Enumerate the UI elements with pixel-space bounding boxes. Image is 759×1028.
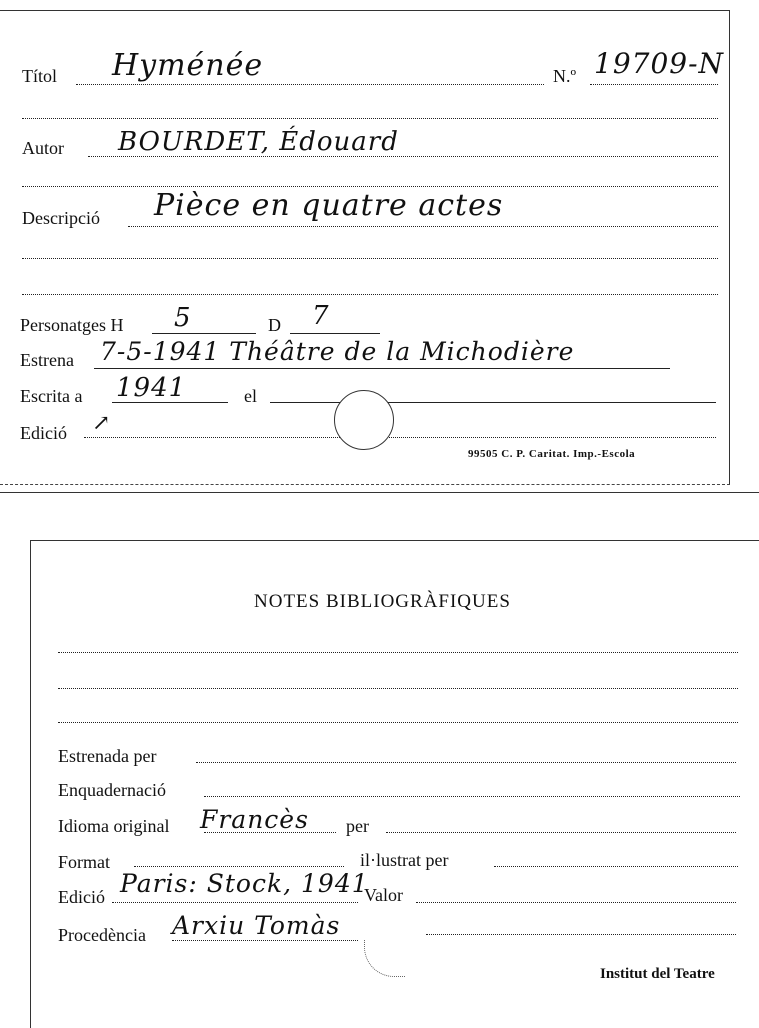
estrena-line [94, 368, 670, 369]
edicio-value: Paris: Stock, 1941 [120, 869, 369, 898]
idioma-label: Idioma original [58, 816, 170, 836]
valor-line [416, 902, 736, 903]
estrenada-line [196, 762, 736, 763]
notes-heading: NOTES BIBLIOGRÀFIQUES [254, 591, 511, 612]
blank-line [58, 688, 738, 689]
procedencia-value: Arxiu Tomàs [172, 911, 341, 940]
format-line [134, 866, 344, 867]
idioma-value: Francès [200, 805, 309, 834]
printer-imprint: 99505 C. P. Caritat. Imp.-Escola [468, 448, 636, 460]
procedencia-line-right [426, 934, 736, 935]
blank-line [22, 186, 718, 187]
numero-label: N.º [553, 66, 577, 86]
procedencia-label: Procedència [58, 925, 146, 945]
blank-line [22, 258, 718, 259]
card-top-edge [30, 540, 759, 541]
personatges-h-value: 5 [174, 303, 192, 333]
estrena-value: 7-5-1941 Théâtre de la Michodière [100, 337, 575, 366]
punch-hole-trace [364, 940, 405, 977]
el-label: el [244, 386, 257, 406]
illustrat-label: il·lustrat per [360, 850, 449, 870]
estrenada-label: Estrenada per [58, 746, 157, 766]
illustrat-line [494, 866, 738, 867]
edicio-line [84, 437, 716, 438]
edicio-label: Edició [58, 887, 105, 907]
descripcio-line [128, 226, 718, 227]
descripcio-label: Descripció [22, 208, 100, 228]
escrita-label: Escrita a [20, 386, 83, 406]
numero-line [590, 84, 718, 85]
procedencia-line [172, 940, 358, 941]
personatges-d-line [290, 333, 380, 334]
card-bottom-edge [0, 484, 730, 485]
blank-line [58, 652, 738, 653]
enquadernacio-label: Enquadernació [58, 780, 166, 800]
el-line [270, 402, 716, 403]
edicio-line [112, 902, 358, 903]
personatges-d-value: 7 [312, 301, 330, 331]
titol-line [76, 84, 544, 85]
descripcio-value: Pièce en quatre actes [154, 188, 504, 223]
estrena-label: Estrena [20, 350, 74, 370]
personatges-label: Personatges H [20, 315, 124, 335]
titol-label: Títol [22, 66, 57, 86]
card-top-edge [0, 10, 730, 11]
per-line [386, 832, 736, 833]
titol-value: Hyménée [112, 48, 264, 83]
numero-value: 19709-N [594, 47, 725, 80]
blank-line [22, 118, 718, 119]
card-right-edge [729, 10, 730, 485]
autor-value: BOURDET, Édouard [118, 127, 399, 157]
institution-stamp: Institut del Teatre [600, 966, 715, 982]
blank-line [22, 294, 718, 295]
personatges-h-line [152, 333, 256, 334]
escrita-value: 1941 [116, 373, 187, 403]
blank-line [58, 722, 738, 723]
scan-separator [0, 492, 759, 493]
punch-hole [334, 390, 394, 450]
personatges-d-label: D [268, 315, 281, 335]
per-label: per [346, 816, 369, 836]
edicio-mark: ↗ [92, 411, 112, 436]
valor-label: Valor [364, 885, 403, 905]
edicio-label: Edició [20, 423, 67, 443]
format-label: Format [58, 852, 110, 872]
autor-label: Autor [22, 138, 64, 158]
enquadernacio-line [204, 796, 740, 797]
card-left-edge [30, 540, 31, 1028]
